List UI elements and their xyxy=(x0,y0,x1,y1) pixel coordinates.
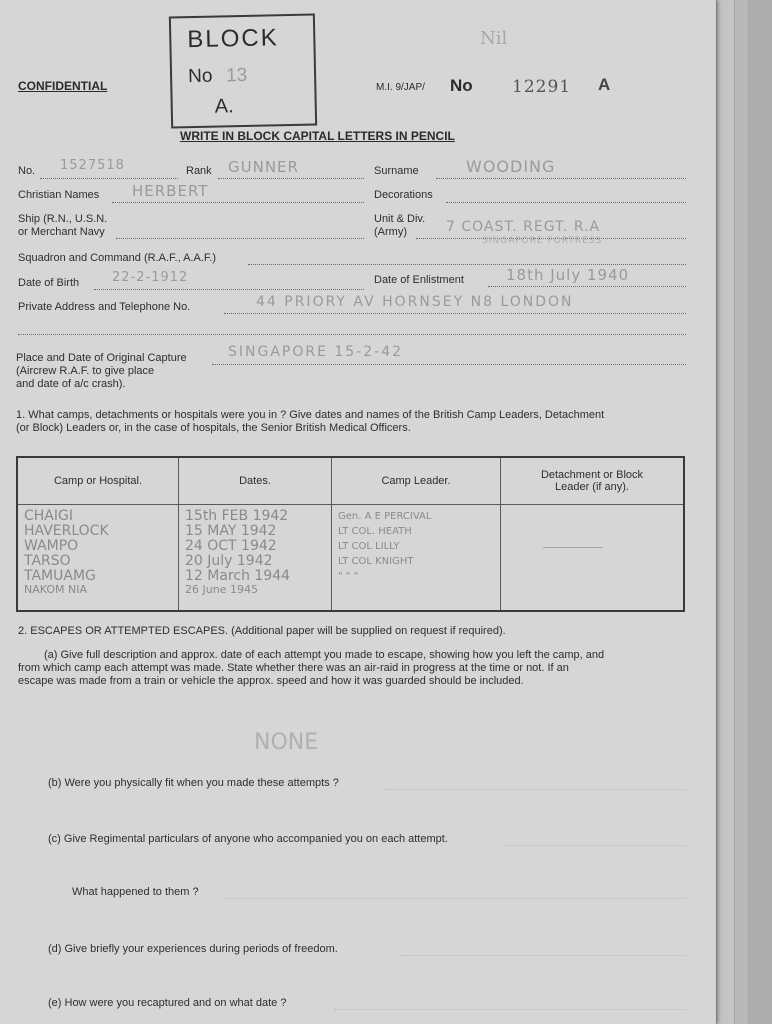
question-2a-line-1: (a) Give full description and approx. date of each attempt you made to escape, showing how you left the camp, and xyxy=(44,649,605,661)
corner-note: Nil xyxy=(480,28,508,49)
unit-value: 7 COAST. REGT. R.A xyxy=(446,219,601,235)
file-edge xyxy=(716,0,735,1024)
question-2c-follow-line xyxy=(226,898,686,899)
stamp-letter: A. xyxy=(214,95,234,118)
leader-entry: LT COL KNIGHT xyxy=(338,556,414,567)
col-header-leader: Camp Leader. xyxy=(332,457,501,505)
question-2c-follow: What happened to them ? xyxy=(72,886,199,898)
leader-entry: LT COL. HEATH xyxy=(338,526,412,537)
col-header-dates: Dates. xyxy=(179,457,332,505)
christian-names-label: Christian Names xyxy=(18,189,100,201)
date-entry: 15th FEB 1942 xyxy=(185,508,289,524)
service-number-value: 1527518 xyxy=(60,158,125,173)
instruction-heading: WRITE IN BLOCK CAPITAL LETTERS IN PENCIL xyxy=(180,129,455,143)
christian-names-line xyxy=(112,202,364,203)
col-header-camp: Camp or Hospital. xyxy=(17,457,179,505)
squadron-line xyxy=(248,264,686,265)
capture-value: SINGAPORE 15-2-42 xyxy=(228,344,404,360)
file-edge xyxy=(748,0,772,1024)
camp-entry: WAMPO xyxy=(24,538,79,554)
ship-label-1: Ship (R.N., U.S.N. xyxy=(18,213,108,225)
camp-entry: NAKOM NIA xyxy=(24,583,88,596)
table-header-row xyxy=(17,457,684,505)
leader-entry: LT COL LILLY xyxy=(338,541,400,552)
dates-cell xyxy=(179,505,332,612)
camp-entry: TARSO xyxy=(24,553,71,569)
leader-entry: " " " xyxy=(338,571,359,582)
stamp-no-value: 13 xyxy=(225,64,248,87)
question-2a-line-2: from which camp each attempt was made. State whether there was an air-raid in progress at the time or not. If an xyxy=(18,662,569,674)
stamp-no-prefix: No xyxy=(187,65,213,88)
dob-value: 22-2-1912 xyxy=(112,270,189,285)
date-entry: 26 June 1945 xyxy=(185,583,258,596)
capture-label-2: (Aircrew R.A.F. to give place xyxy=(16,365,155,377)
date-entry: 15 MAY 1942 xyxy=(185,523,277,539)
christian-names-value: HERBERT xyxy=(132,182,209,200)
question-2d-line xyxy=(400,955,686,956)
date-entry: 20 July 1942 xyxy=(185,553,273,569)
rank-value: GUNNER xyxy=(228,158,299,176)
block-stamp xyxy=(169,13,317,128)
camp-cell xyxy=(17,505,179,612)
no-line xyxy=(40,178,178,179)
address-value: 44 PRIORY AV HORNSEY N8 LONDON xyxy=(256,294,574,310)
confidential-label: CONFIDENTIAL xyxy=(18,79,108,93)
surname-label: Surname xyxy=(374,165,419,177)
camp-entry: TAMUAMG xyxy=(24,568,96,584)
question-2b: (b) Were you physically fit when you made these attempts ? xyxy=(48,777,339,789)
camp-entry: HAVERLOCK xyxy=(24,523,109,539)
address-line xyxy=(224,313,686,314)
leader-entry: Gen. A E PERCIVAL xyxy=(338,511,432,522)
question-1-line-1: 1. What camps, detachments or hospitals were you in ? Give dates and names of the British Camp Leaders, Detachment xyxy=(16,409,605,421)
camp-entry: CHAIGI xyxy=(24,508,73,524)
surname-value: WOODING xyxy=(466,157,556,176)
table-row xyxy=(17,505,684,612)
enlistment-line xyxy=(488,286,686,287)
enlistment-value: 18th July 1940 xyxy=(506,266,630,284)
file-edge xyxy=(734,0,749,1024)
decorations-line xyxy=(446,202,686,203)
question-2a-answer: NONE xyxy=(254,730,319,755)
address-line-2 xyxy=(18,334,686,335)
form-number: 12291 xyxy=(512,77,572,97)
question-2c-line xyxy=(506,845,686,846)
detachment-dash xyxy=(543,547,603,548)
stamp-block: BLOCK xyxy=(187,24,279,54)
question-2c: (c) Give Regimental particulars of anyone who accompanied you on each attempt. xyxy=(48,833,448,845)
question-2e-line xyxy=(334,1009,686,1010)
leader-cell xyxy=(332,505,501,612)
question-2d: (d) Give briefly your experiences during periods of freedom. xyxy=(48,943,338,955)
dob-line xyxy=(94,289,364,290)
detachment-cell xyxy=(501,505,685,612)
col-header-detachment: Detachment or Block Leader (if any). xyxy=(501,457,685,505)
date-entry: 24 OCT 1942 xyxy=(185,538,277,554)
unit-label-2: (Army) xyxy=(374,226,407,238)
question-2b-line xyxy=(384,789,686,790)
question-2-title: 2. ESCAPES OR ATTEMPTED ESCAPES. (Additional paper will be supplied on request if required). xyxy=(18,625,506,637)
question-2a-line-3: escape was made from a train or vehicle the approx. speed and how it was guarded should be included. xyxy=(18,675,524,687)
unit-label-1: Unit & Div. xyxy=(374,213,426,225)
camps-table xyxy=(16,456,685,612)
no-label: No. xyxy=(18,165,36,177)
question-2e: (e) How were you recaptured and on what date ? xyxy=(48,997,287,1009)
capture-label-3: and date of a/c crash). xyxy=(16,378,126,390)
ship-label-2: or Merchant Navy xyxy=(18,226,105,238)
capture-label-1: Place and Date of Original Capture xyxy=(16,352,187,364)
surname-line xyxy=(436,178,686,179)
rank-line xyxy=(218,178,364,179)
rank-label: Rank xyxy=(186,165,212,177)
capture-line xyxy=(212,364,686,365)
unit-value-2: SINGAPORE FORTRESS xyxy=(482,236,603,246)
decorations-label: Decorations xyxy=(374,189,433,201)
form-ref: M.I. 9/JAP/ xyxy=(376,82,425,93)
ship-line xyxy=(116,238,364,239)
dob-label: Date of Birth xyxy=(18,277,80,289)
address-label: Private Address and Telephone No. xyxy=(18,301,191,313)
squadron-label: Squadron and Command (R.A.F., A.A.F.) xyxy=(18,252,217,264)
question-1-line-2: (or Block) Leaders or, in the case of hospitals, the Senior British Medical Officers. xyxy=(16,422,411,434)
form-letter: A xyxy=(598,75,611,94)
number-label: No xyxy=(450,76,473,95)
date-entry: 12 March 1944 xyxy=(185,568,291,584)
enlistment-label: Date of Enlistment xyxy=(374,274,464,286)
